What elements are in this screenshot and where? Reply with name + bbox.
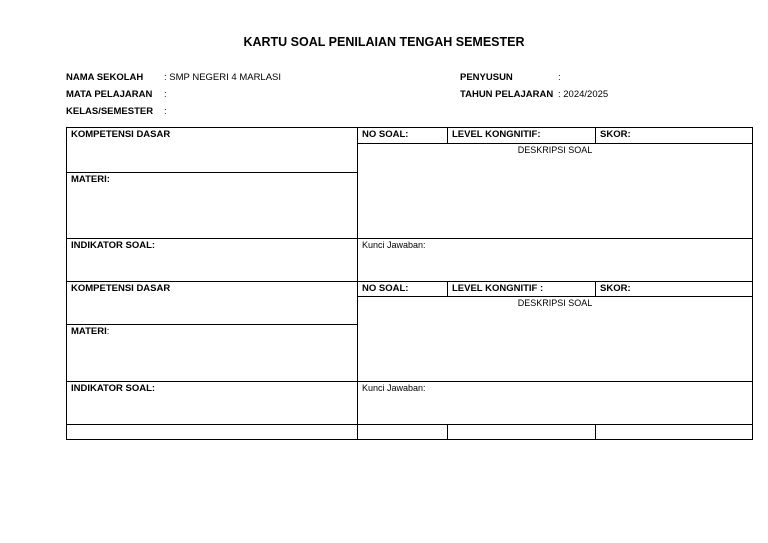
kompetensi-dasar-label: KOMPETENSI DASAR: [71, 129, 171, 140]
materi-label: MATERI: [71, 326, 107, 337]
level-kognitif-cell: [448, 128, 596, 144]
header-label: NAMA SEKOLAH: [66, 72, 144, 83]
deskripsi-soal-cell: [358, 144, 753, 239]
materi-cell: [67, 325, 358, 382]
empty-cell: [67, 425, 358, 440]
skor-label: SKOR:: [600, 129, 631, 140]
empty-cell: [358, 425, 448, 440]
header-label: MATA PELAJARAN: [66, 89, 153, 100]
card-2-row-4: [67, 382, 753, 425]
header-row-tahun-pelajaran: [460, 86, 608, 103]
header-label: KELAS/SEMESTER: [66, 106, 154, 117]
skor-cell: [596, 282, 753, 297]
no-soal-label: NO SOAL:: [362, 129, 409, 140]
no-soal-cell: [358, 282, 448, 297]
indikator-soal-label: INDIKATOR SOAL:: [71, 240, 156, 251]
level-kognitif-cell: [448, 282, 596, 297]
empty-row: [67, 425, 753, 440]
level-kognitif-label: LEVEL KONGNITIF:: [452, 129, 541, 140]
header-value: :: [164, 89, 167, 100]
level-kognitif-label: LEVEL KONGNITIF :: [452, 283, 544, 294]
kompetensi-dasar-cell: [67, 128, 358, 173]
header-value: :: [164, 106, 167, 117]
kunci-jawaban-label: Kunci Jawaban:: [362, 240, 426, 250]
deskripsi-soal-label: DESKRIPSI SOAL: [517, 298, 593, 308]
materi-cell: [67, 173, 358, 239]
card-1-row-4: [67, 239, 753, 282]
kunci-jawaban-cell: [358, 382, 753, 425]
header-label: PENYUSUN: [460, 72, 513, 83]
empty-cell: [448, 425, 596, 440]
deskripsi-soal-cell: [358, 297, 753, 382]
kunci-jawaban-cell: [358, 239, 753, 282]
header-right: [460, 69, 608, 103]
indikator-soal-cell: [67, 239, 358, 282]
materi-suffix: :: [106, 326, 110, 337]
indikator-soal-label: INDIKATOR SOAL:: [71, 383, 156, 394]
card-1-header-row: [67, 128, 753, 144]
empty-cell: [596, 425, 753, 440]
page-title: KARTU SOAL PENILAIAN TENGAH SEMESTER: [243, 35, 525, 49]
question-card-table: [66, 127, 753, 440]
header-value: : SMP NEGERI 4 MARLASI: [164, 72, 282, 83]
kunci-jawaban-label: Kunci Jawaban:: [362, 383, 426, 393]
kompetensi-dasar-label: KOMPETENSI DASAR: [71, 283, 171, 294]
header-value: :: [558, 72, 561, 83]
header-value: : 2024/2025: [558, 89, 609, 100]
skor-cell: [596, 128, 753, 144]
header-row-kelas-semester: [66, 103, 281, 120]
kompetensi-dasar-cell: [67, 282, 358, 325]
header-row-penyusun: [460, 69, 608, 86]
card-2-header-row: [67, 282, 753, 297]
skor-label: SKOR:: [600, 283, 631, 294]
no-soal-cell: [358, 128, 448, 144]
no-soal-label: NO SOAL:: [362, 283, 409, 294]
header-row-nama-sekolah: [66, 69, 281, 86]
deskripsi-soal-label: DESKRIPSI SOAL: [517, 145, 593, 155]
indikator-soal-cell: [67, 382, 358, 425]
header-row-mata-pelajaran: [66, 86, 281, 103]
materi-label: MATERI:: [71, 174, 110, 185]
header-label: TAHUN PELAJARAN: [460, 89, 554, 100]
header-left: [66, 69, 281, 120]
